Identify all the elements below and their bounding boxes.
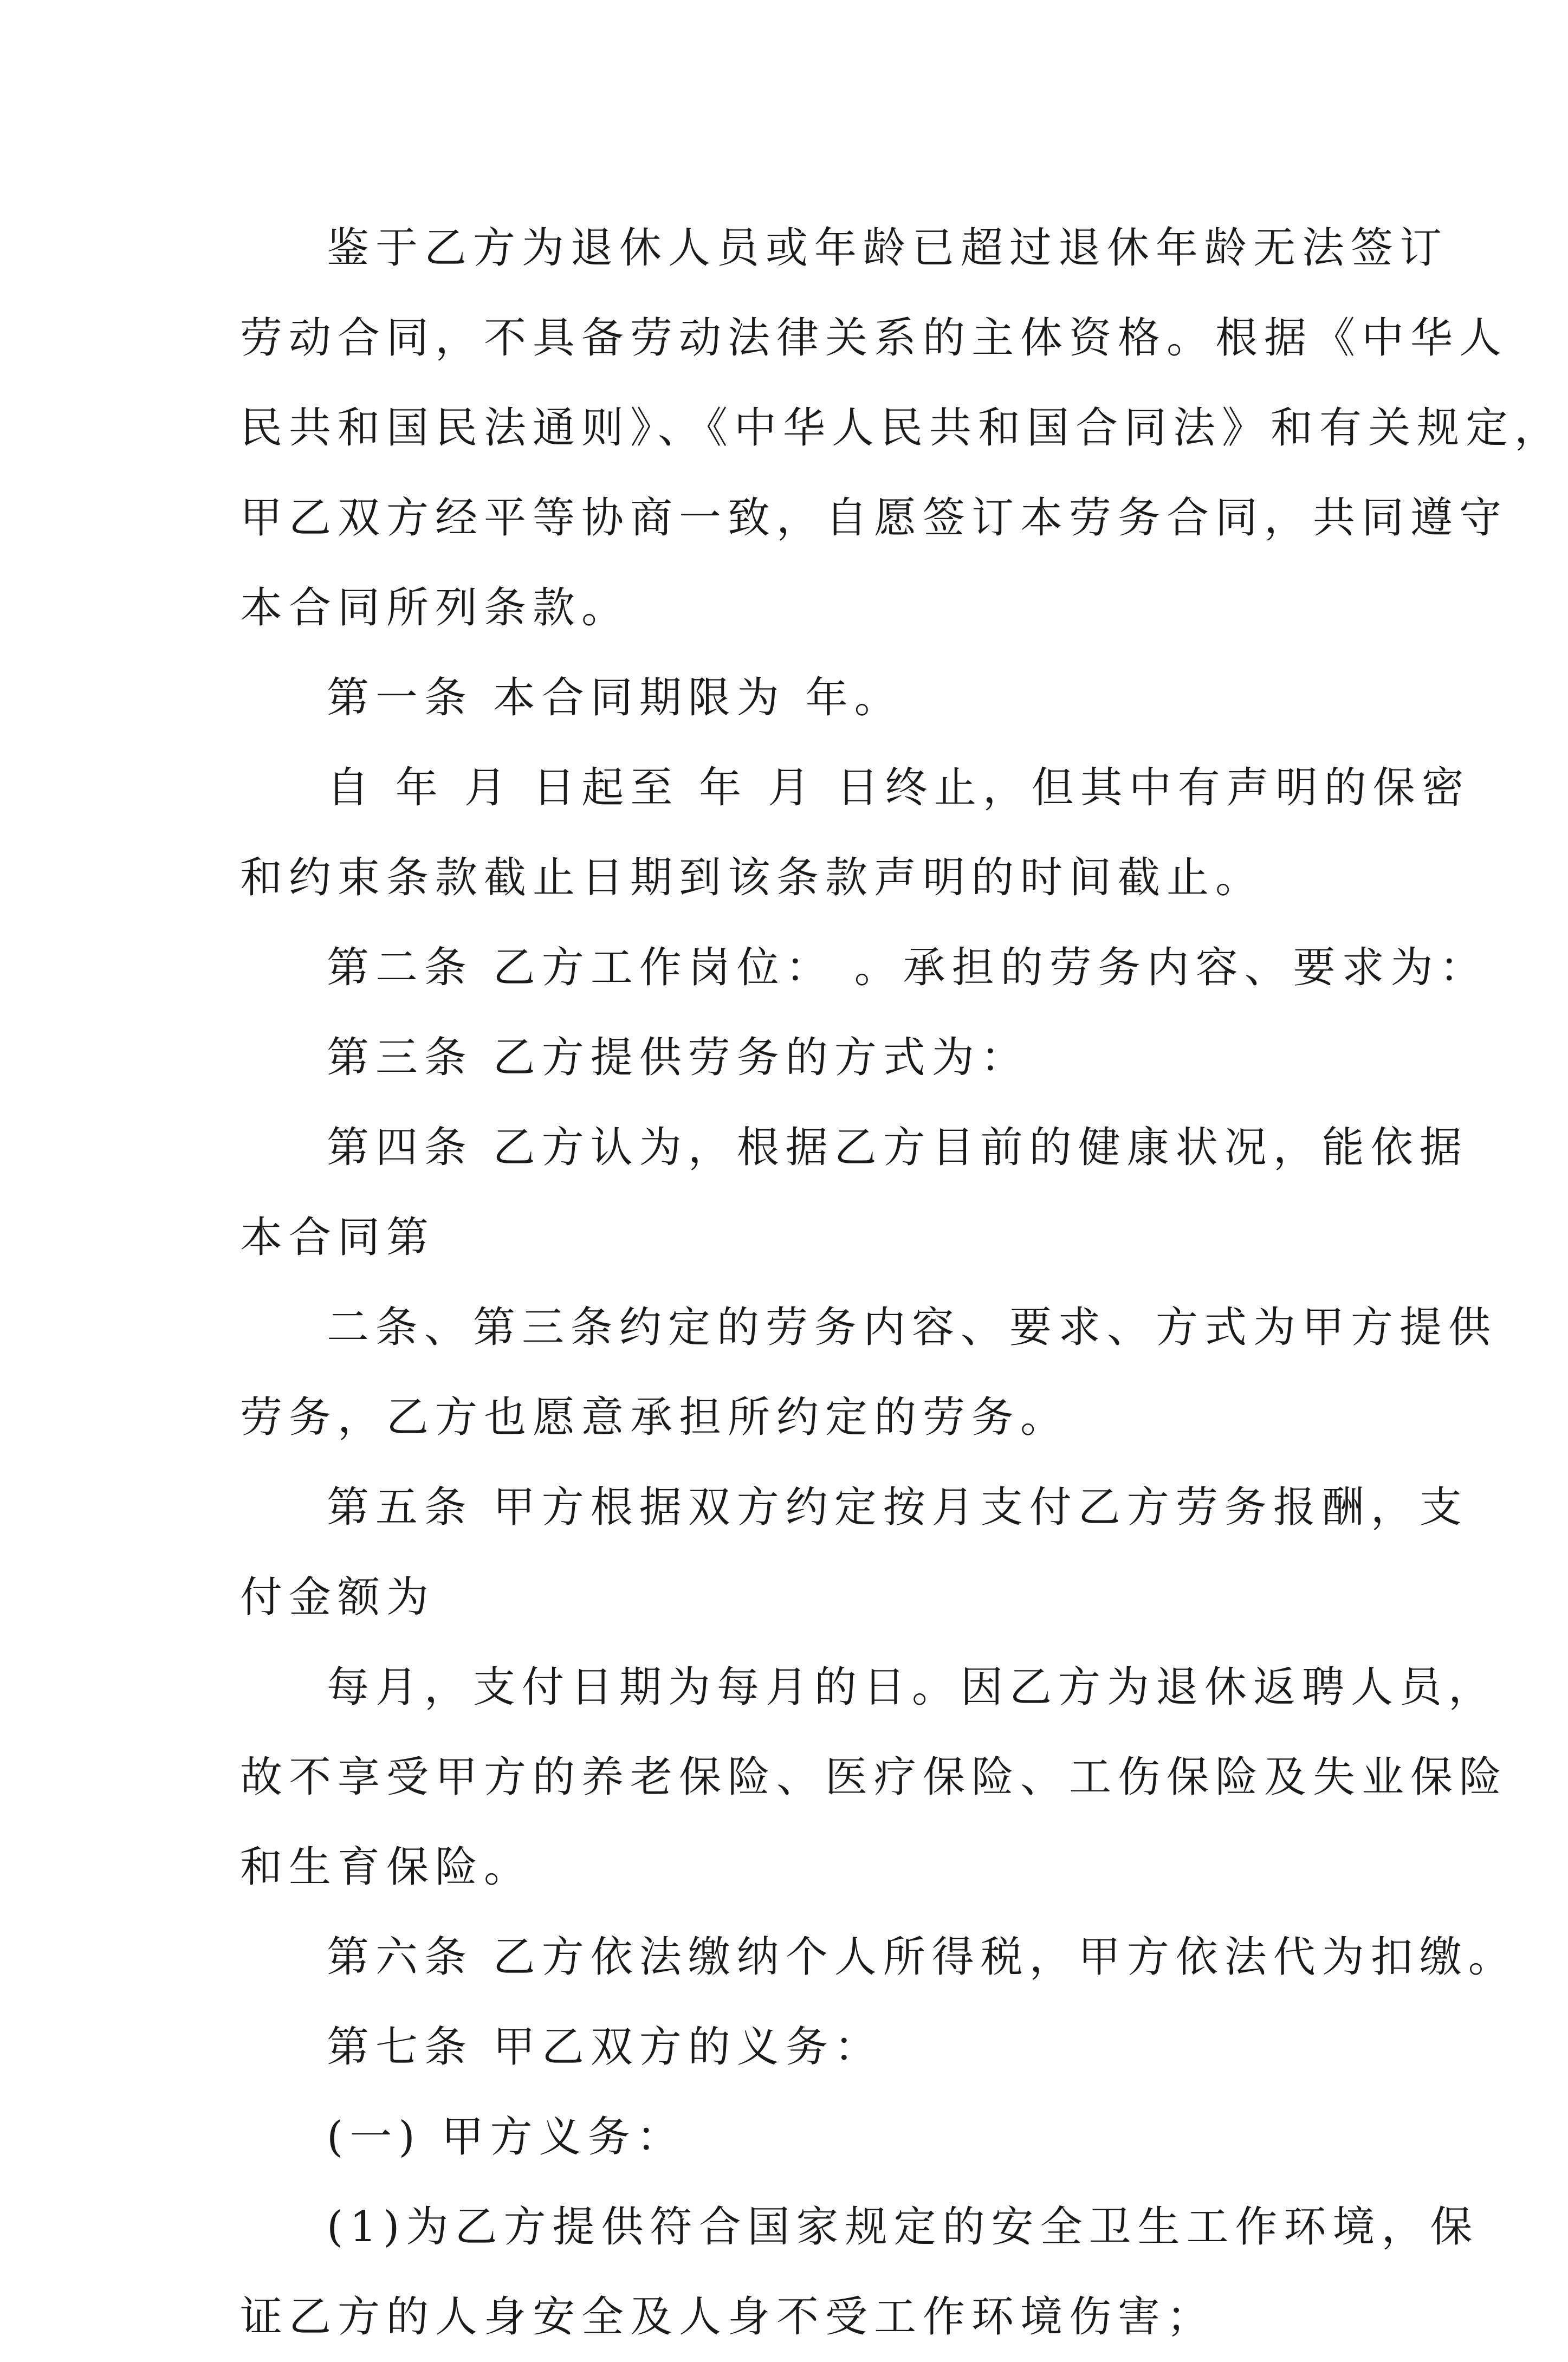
subsection-heading: (一) 甲方义务：: [327, 2113, 685, 2162]
paragraph-line: 每月，支付日期为每月的日。因乙方为退休返聘人员，: [327, 1663, 1498, 1712]
article-3-line: 第三条 乙方提供劳务的方式为：: [327, 1033, 1029, 1082]
paragraph-line: 民共和国民法通则》、《中华人民共和国合同法》和有关规定，: [240, 404, 1564, 452]
paragraph-line: 甲乙双方经平等协商一致，自愿签订本劳务合同，共同遵守: [240, 494, 1508, 542]
paragraph-line: 劳务，乙方也愿意承担所约定的劳务。: [240, 1393, 1070, 1442]
article-6-line: 第六条 乙方依法缴纳个人所得税，甲方依法代为扣缴。: [327, 1933, 1517, 1982]
article-5-line: 第五条 甲方根据双方约定按月支付乙方劳务报酬，支: [327, 1483, 1468, 1532]
paragraph-line: 故不享受甲方的养老保险、医疗保险、工伤保险及失业保险: [240, 1753, 1508, 1802]
article-4-line: 第四条 乙方认为，根据乙方目前的健康状况，能依据: [327, 1123, 1468, 1172]
article-1-line: 第一条 本合同期限为 年。: [327, 674, 903, 722]
list-item: (1)为乙方提供符合国家规定的安全卫生工作环境，保: [327, 2203, 1479, 2251]
paragraph-line: 本合同所列条款。: [240, 584, 631, 632]
article-7-line: 第七条 甲乙双方的义务：: [327, 2023, 883, 2072]
paragraph-line: 本合同第: [240, 1213, 436, 1262]
contract-body: [240, 203, 1564, 2362]
paragraph-line: 二条、第三条约定的劳务内容、要求、方式为甲方提供: [327, 1303, 1498, 1352]
paragraph-line: 自 年 月 日起至 年 月 日终止，但其中有声明的保密: [327, 763, 1470, 812]
paragraph-line: 证乙方的人身安全及人身不受工作环境伤害；: [240, 2293, 1216, 2341]
paragraph-line: 和约束条款截止日期到该条款声明的时间截止。: [240, 853, 1265, 902]
paragraph-line: 鉴于乙方为退休人员或年龄已超过退休年龄无法签订: [327, 224, 1449, 273]
paragraph-line: 和生育保险。: [240, 1843, 533, 1892]
article-2-line: 第二条 乙方工作岗位： 。承担的劳务内容、要求为：: [327, 943, 1488, 992]
paragraph-line: 劳动合同，不具备劳动法律关系的主体资格。根据《中华人: [240, 314, 1508, 363]
paragraph-line: 付金额为: [240, 1573, 436, 1622]
